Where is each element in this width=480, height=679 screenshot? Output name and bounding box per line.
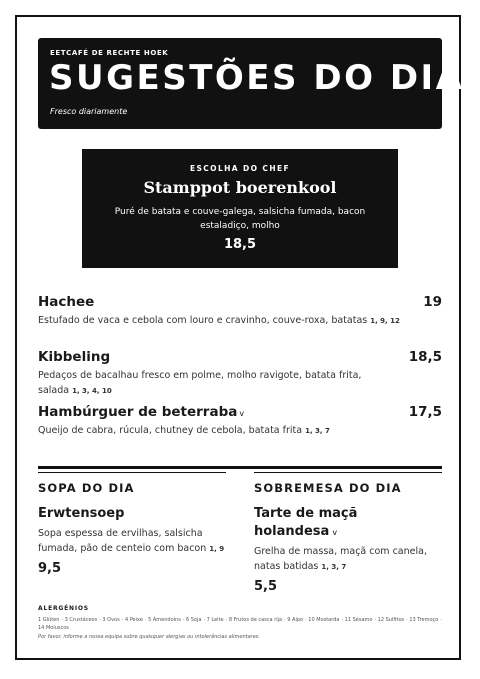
dessert-section: [254, 472, 442, 594]
soup-section: [38, 472, 226, 576]
allergen-codes: 1, 9, 12: [370, 317, 400, 325]
allergen-entry: 3 Crustáceos: [64, 617, 98, 623]
soup-price: 9,5: [38, 561, 62, 576]
allergen-codes: 1, 9: [209, 545, 225, 553]
allergen-legend: [38, 605, 442, 640]
vegetarian-mark: v: [332, 528, 338, 537]
section-divider: [38, 466, 442, 469]
allergen-list: 1 Glúten · 3 Crustáceos · 3 Ovos · 4 Peixe · 5 Amendoins · 6 Soja · 7 Leite · 8 Frutos de casca rija · 9 Aipo · 10 Mostarda · 11 Sésamo · 12 Sulfitos · 13 Tremoço · 14 Moluscos: [38, 617, 442, 631]
dessert-name: Tarte de maçã holandesa v: [254, 506, 358, 539]
allergen-entry: 13 Tremoço: [409, 617, 439, 623]
allergen-entry: 11 Sésamo: [344, 617, 373, 623]
vegetarian-mark: v: [239, 409, 245, 418]
allergen-entry: 3 Ovos: [102, 617, 120, 623]
allergen-entry: 4 Peixe: [124, 617, 143, 623]
allergen-entry: 14 Moluscos: [38, 625, 69, 631]
menu-title: SUGESTÕES DO DIA: [49, 58, 465, 98]
chef-label: ESCOLHA DO CHEF: [189, 164, 291, 173]
soup-description: Sopa espessa de ervilhas, salsicha fumada, pão de centeio com bacon 1, 9: [38, 528, 225, 554]
allergen-codes: 1, 3, 7: [305, 427, 330, 435]
menu-subtitle: Fresco diariamente: [50, 107, 128, 116]
item-name: Hachee: [38, 294, 95, 310]
allergen-entry: 7 Leite: [206, 617, 224, 623]
allergen-entry: 12 Sulfitos: [377, 617, 405, 623]
allergen-codes: 1, 3, 7: [321, 563, 347, 571]
allergen-entry: 5 Amendoins: [148, 617, 181, 623]
restaurant-name: EETCAFÉ DE RECHTE HOEK: [50, 49, 169, 57]
allergen-heading: ALERGÉNIOS: [38, 605, 89, 612]
menu-item: [38, 294, 442, 329]
chef-dish-price: 18,5: [223, 237, 257, 252]
allergen-entry: 8 Frutos de casca rija: [228, 617, 283, 623]
item-price: 17,5: [408, 404, 442, 420]
item-name: Hambúrguer de beterraba v: [38, 404, 245, 420]
soup-name: Erwtensoep: [38, 506, 125, 521]
allergen-entry: 1 Glúten: [38, 617, 60, 623]
item-description: Queijo de cabra, rúcula, chutney de cebola, batata frita 1, 3, 7: [38, 425, 330, 436]
dessert-heading: SOBREMESA DO DIA: [254, 481, 402, 495]
soup-heading: SOPA DO DIA: [38, 481, 135, 495]
allergen-entry: 9 Aipo: [287, 617, 304, 623]
item-price: 18,5: [408, 349, 442, 365]
dessert-description: Grelha de massa, maçã com canela, natas batidas 1, 3, 7: [254, 546, 427, 572]
dessert-price: 5,5: [254, 579, 278, 594]
item-price: 19: [423, 294, 442, 310]
dessert-rule: [254, 472, 442, 473]
allergen-entry: 6 Soja: [185, 617, 202, 623]
chef-special-box: [82, 149, 398, 268]
allergen-codes: 1, 3, 4, 10: [72, 387, 112, 395]
allergen-entry: 10 Mostarda: [308, 617, 340, 623]
chef-dish-name: Stamppot boerenkool: [143, 178, 337, 197]
item-description: Estufado de vaca e cebola com louro e cravinho, couve-roxa, batatas 1, 9, 12: [38, 315, 400, 326]
menu-header: [38, 38, 465, 129]
soup-rule: [38, 472, 226, 473]
item-name: Kibbeling: [38, 349, 111, 365]
menu-item: [38, 349, 442, 399]
item-description: Pedaços de bacalhau fresco em polme, molho ravigote, batata frita, salada 1, 3, 4, 10: [38, 370, 362, 396]
chef-dish-description: Puré de batata e couve-galega, salsicha fumada, bacon estaladiço, molho: [114, 207, 366, 231]
menu-item: [38, 404, 442, 439]
allergen-note: Por favor, informe a nossa equipa sobre quaisquer alergias ou intolerâncias alimentares.: [38, 634, 260, 640]
